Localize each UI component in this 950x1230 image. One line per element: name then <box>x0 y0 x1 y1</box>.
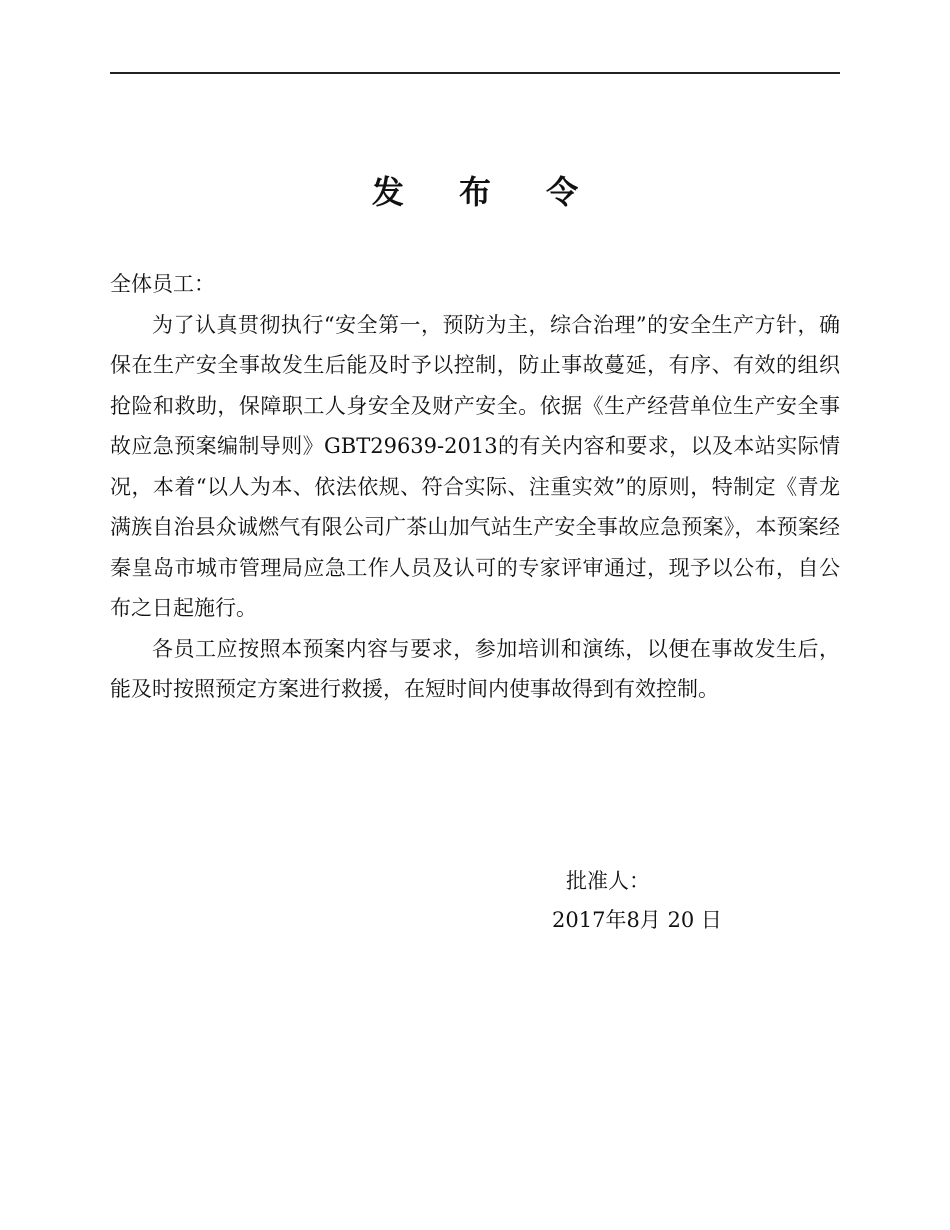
signature-date: 2017年8月 20 日 <box>552 908 722 932</box>
approver-label: 批准人： <box>566 869 650 893</box>
paragraph-training: 各员工应按照本预案内容与要求，参加培训和演练，以便在事故发生后，能及时按照预定方案进行救援，在短时间内使事故得到有效控制。 <box>110 636 840 701</box>
document-body <box>110 264 840 710</box>
paragraph-policy: 为了认真贯彻执行“安全第一，预防为主，综合治理”的安全生产方针，确保在生产安全事故发生后能及时予以控制，防止事故蔓延，有序、有效的组织抢险和救助，保障职工人身安全及财产安全。依据《生产经营单位生产安全事故应急预案编制导则》GBT29639-2013的有关内容和要求，以及本站实际情况，本着“以人为本、依法依规、符合实际、注重实效”的原则，特制定《青龙满族自治县众诚燃气有限公司广茶山加气站生产安全事故应急预案》，本预案经秦皇岛市城市管理局应急工作人员及认可的专家评审通过，现予以公布，自公布之日起施行。 <box>110 312 840 620</box>
document-title: 发 布 令 <box>371 173 601 211</box>
header-rule <box>110 72 840 74</box>
salutation: 全体员工： <box>110 272 215 296</box>
